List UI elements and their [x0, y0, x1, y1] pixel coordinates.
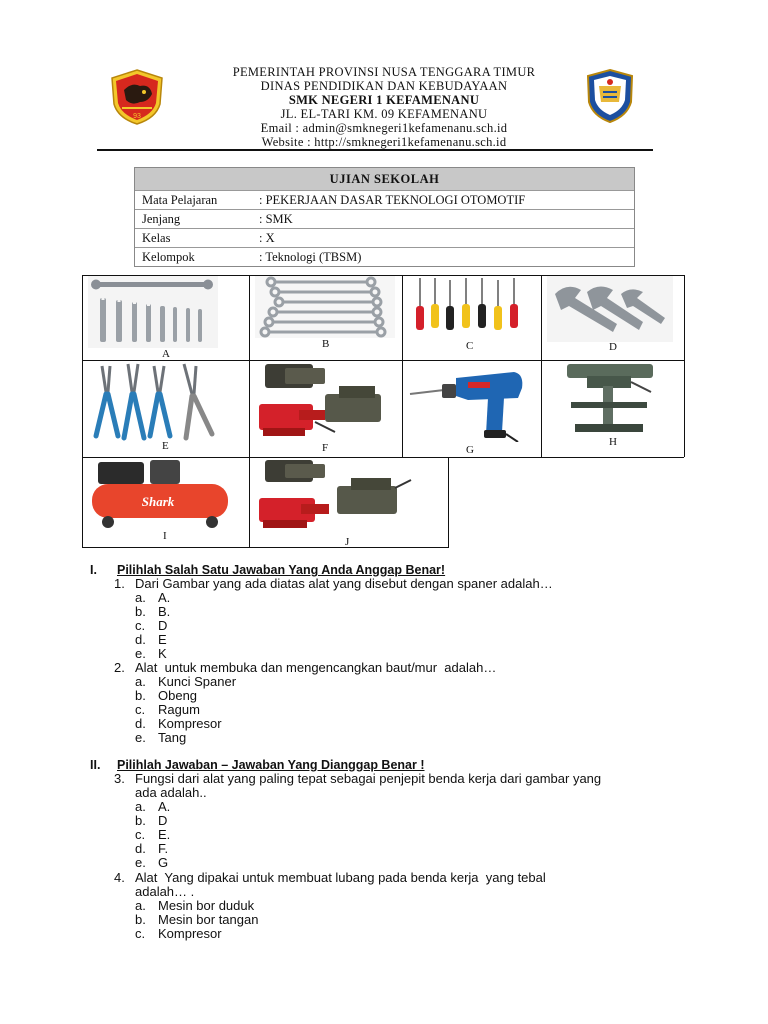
header-government: PEMERINTAH PROVINSI NUSA TENGGARA TIMUR [232, 65, 536, 79]
header-address: JL. EL-TARI KM. 09 KEFAMENANU [280, 107, 488, 121]
image-label-j: J [345, 536, 350, 548]
section-1-title: Pilihlah Salah Satu Jawaban Yang Anda Anggap Benar! [117, 563, 446, 577]
option-text: Mesin bor duduk [158, 898, 255, 913]
question-1-text: Dari Gambar yang ada diatas alat yang disebut dengan spaner adalah… [135, 576, 553, 591]
bench-vise-icon [255, 362, 395, 440]
bench-vise-icon [255, 458, 415, 534]
image-label-e: E [162, 440, 169, 452]
option-letter: b. [135, 912, 146, 927]
option-letter: d. [135, 632, 146, 647]
section-1-number: I. [90, 563, 97, 577]
option-text: G [158, 855, 169, 870]
question-3-text: Fungsi dari alat yang paling tepat sebagai penjepit benda kerja dari gambar yang [135, 771, 602, 786]
question-4-number: 4. [114, 870, 125, 885]
open-end-wrench-icon [88, 276, 218, 348]
option-letter: c. [135, 702, 146, 717]
exam-row-value: : PEKERJAAN DASAR TEKNOLOGI OTOMOTIF [259, 193, 526, 207]
tool-image-c-screwdrivers [408, 276, 534, 360]
tool-image-h-bench-drill [547, 362, 673, 456]
option-letter: b. [135, 688, 146, 703]
grid-line [684, 275, 685, 457]
option-text: A. [158, 590, 171, 605]
option-letter: c. [135, 827, 146, 842]
option-letter: e. [135, 730, 146, 745]
image-label-c: C [466, 340, 474, 352]
option-text: F. [158, 841, 169, 856]
option-text: D [158, 813, 168, 828]
option-text: Tang [158, 730, 187, 745]
option-letter: b. [135, 813, 146, 828]
question-2-number: 2. [114, 660, 125, 675]
grid-line [249, 275, 250, 547]
tool-image-b-ring-spanners [255, 276, 395, 360]
image-label-a: A [162, 348, 170, 360]
air-compressor-icon [88, 458, 234, 530]
option-letter: a. [135, 674, 146, 689]
option-letter: b. [135, 604, 146, 619]
option-text: Kunci Spaner [158, 674, 237, 689]
exam-row-subject [135, 190, 634, 209]
exam-row-class [135, 228, 634, 247]
option-letter: e. [135, 855, 146, 870]
adjustable-wrench-icon [547, 276, 673, 342]
tool-image-e-pliers [88, 362, 218, 456]
option-text: Kompresor [158, 926, 222, 941]
grid-line [82, 360, 684, 361]
exam-row-label: Jenjang [142, 212, 181, 226]
svg-text:93: 93 [133, 113, 141, 120]
option-text: Ragum [158, 702, 200, 717]
option-text: D [158, 618, 168, 633]
tool-image-d-adjustable-wrenches [547, 276, 673, 360]
option-letter: d. [135, 841, 146, 856]
option-letter: c. [135, 618, 146, 633]
option-text: A. [158, 799, 171, 814]
tool-image-i-compressor [88, 458, 234, 546]
option-letter: e. [135, 646, 146, 661]
exam-row-value: : Teknologi (TBSM) [259, 250, 362, 264]
image-label-f: F [322, 442, 329, 454]
option-text: Obeng [158, 688, 198, 703]
grid-line [82, 275, 83, 547]
header-school-name: SMK NEGERI 1 KEFAMENANU [288, 93, 480, 107]
image-label-g: G [466, 444, 474, 456]
drill-press-icon [547, 362, 673, 434]
grid-line [402, 275, 403, 457]
exam-row-value: : X [259, 231, 275, 245]
tool-image-g-hand-drill [408, 362, 534, 456]
image-label-b: B [322, 338, 330, 350]
exam-row-label: Mata Pelajaran [142, 193, 218, 207]
section-1-heading [90, 563, 446, 577]
question-3-text-cont: ada adalah.. [135, 785, 207, 800]
section-2-number: II. [90, 758, 101, 772]
tool-image-f-vises [255, 362, 395, 456]
exam-row-label: Kelompok [142, 250, 195, 264]
image-label-d: D [609, 341, 617, 353]
pliers-icon [88, 362, 218, 442]
exam-row-label: Kelas [142, 231, 171, 245]
ring-wrench-icon [255, 276, 395, 338]
question-4-text-cont: adalah… . [135, 884, 195, 899]
image-label-h: H [609, 436, 617, 448]
grid-line [541, 275, 542, 457]
question-4-text: Alat Yang dipakai untuk membuat lubang pada benda kerja yang tebal [135, 870, 546, 885]
option-text: Kompresor [158, 716, 222, 731]
grid-line [82, 547, 449, 548]
question-2-text: Alat untuk membuka dan mengencangkan baut/mur adalah… [135, 660, 497, 675]
exam-row-group [135, 247, 634, 266]
section-2-heading [90, 758, 425, 772]
tool-image-j-vises [255, 458, 415, 546]
exam-row-level [135, 209, 634, 228]
option-text: K [158, 646, 167, 661]
svg-text:Shark: Shark [141, 494, 175, 509]
header-email: Email : admin@smknegeri1kefamenanu.sch.id [260, 121, 508, 135]
question-1-number: 1. [114, 576, 125, 591]
option-letter: c. [135, 926, 146, 941]
option-letter: a. [135, 898, 146, 913]
header-divider [97, 149, 653, 151]
tool-image-a-spanners [88, 276, 218, 360]
question-3-number: 3. [114, 771, 125, 786]
option-text: Mesin bor tangan [158, 912, 259, 927]
exam-info-table [134, 167, 635, 267]
exam-title: UJIAN SEKOLAH [135, 168, 634, 190]
option-text: E. [158, 827, 171, 842]
screwdriver-icon [408, 276, 534, 336]
option-text: E [158, 632, 167, 647]
header-department: DINAS PENDIDIKAN DAN KEBUDAYAAN [260, 79, 508, 93]
grid-line [448, 457, 449, 547]
option-text: B. [158, 604, 171, 619]
image-label-i: I [163, 530, 167, 542]
header-website: Website : http://smknegeri1kefamenanu.sch.id [261, 135, 507, 149]
option-letter: a. [135, 590, 146, 605]
exam-row-value: : SMK [259, 212, 293, 226]
section-2-title: Pilihlah Jawaban – Jawaban Yang Dianggap Benar ! [117, 758, 425, 772]
option-letter: a. [135, 799, 146, 814]
option-letter: d. [135, 716, 146, 731]
hand-drill-icon [408, 362, 534, 442]
